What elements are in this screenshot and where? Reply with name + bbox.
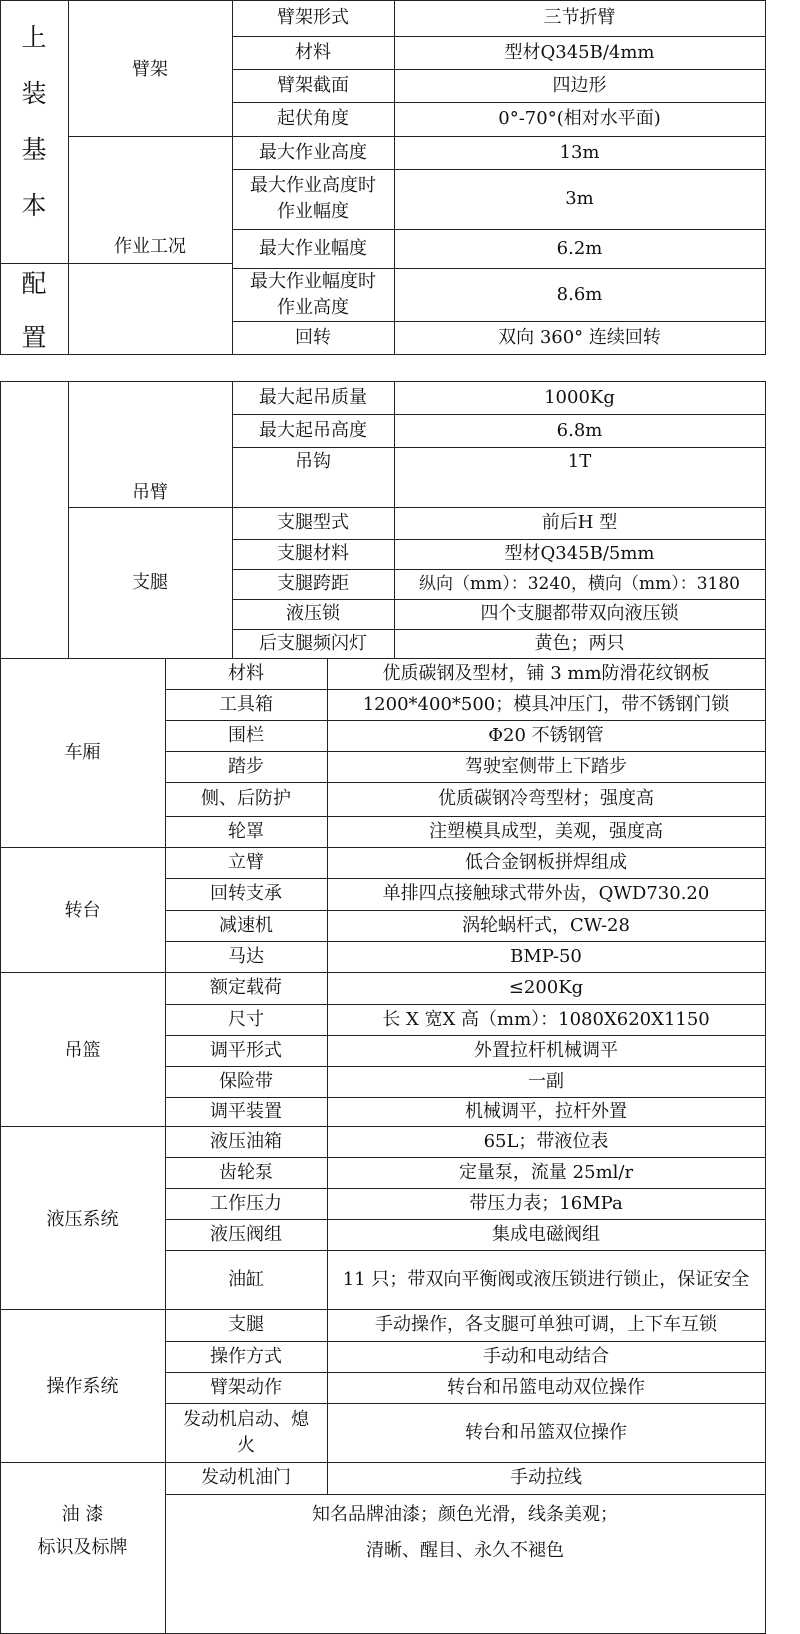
- row-value: 13m: [559, 141, 600, 163]
- row-value: 转台和吊篮双位操作: [465, 1421, 627, 1443]
- row-value: 11 只；带双向平衡阀或液压锁进行锁止，保证安全: [342, 1268, 750, 1290]
- paint-description-line2: 清晰、醒目、永久不褪色: [366, 1540, 564, 1561]
- group-outrigger: 支腿: [132, 572, 168, 593]
- paint-description-line1: 知名品牌油漆；颜色光滑，线条美观；: [312, 1504, 618, 1525]
- side-char: 置: [21, 323, 47, 352]
- group-operation: 操作系统: [46, 1376, 119, 1397]
- row-label: 尺寸: [228, 1008, 264, 1030]
- row-value: 优质碳钢及型材，铺 3 mm防滑花纹钢板: [382, 662, 710, 684]
- group-turntable: 转台: [64, 900, 101, 921]
- group-basket: 吊篮: [64, 1040, 101, 1061]
- row-value: 1000Kg: [544, 386, 615, 408]
- row-value: 一副: [528, 1070, 564, 1092]
- row-label: 工作压力: [210, 1192, 282, 1214]
- row-label: 调平形式: [210, 1039, 282, 1061]
- row-value: 1200*400*500；模具冲压门，带不锈钢门锁: [362, 693, 730, 715]
- group-arm: 臂架: [132, 59, 168, 80]
- row-value: 长 X 宽X 高（mm）：1080X620X1150: [382, 1008, 710, 1030]
- row-label: 工具箱: [219, 693, 273, 715]
- row-label: 最大作业高度时作业幅度: [250, 175, 376, 222]
- row-value: 外置拉杆机械调平: [474, 1039, 618, 1061]
- row-value: 涡轮蜗杆式，CW-28: [462, 914, 630, 936]
- row-value: 手动拉线: [510, 1467, 582, 1488]
- row-value: 65L；带液位表: [483, 1130, 609, 1152]
- group-paint-line2: 标识及标牌: [37, 1537, 128, 1558]
- row-label: 臂架动作: [210, 1376, 282, 1398]
- row-value: 带压力表；16MPa: [469, 1192, 623, 1214]
- row-label: 调平装置: [210, 1100, 282, 1122]
- row-value: 纵向（mm）：3240，横向（mm）：3180: [418, 574, 740, 594]
- row-label: 支腿: [228, 1314, 264, 1335]
- row-value: 集成电磁阀组: [492, 1223, 600, 1245]
- row-label: 额定载荷: [210, 977, 282, 998]
- row-label: 踏步: [228, 755, 264, 777]
- row-label: 发动机油门: [201, 1467, 291, 1488]
- side-char: 装: [21, 79, 47, 108]
- row-value: 手动操作，各支腿可单独可调，上下车互锁: [375, 1314, 717, 1335]
- row-value: 驾驶室侧带上下踏步: [465, 755, 627, 777]
- row-label: 立臂: [228, 851, 264, 873]
- row-label: 材料: [228, 662, 264, 684]
- row-value: 3m: [565, 188, 594, 209]
- group-hydraulic: 液压系统: [46, 1209, 119, 1230]
- row-label: 最大起吊高度: [259, 419, 367, 441]
- row-value: 机械调平，拉杆外置: [465, 1100, 627, 1122]
- row-value: 手动和电动结合: [483, 1345, 609, 1367]
- row-label: 液压锁: [286, 603, 340, 624]
- row-label: 侧、后防护: [201, 788, 291, 809]
- group-body: 车厢: [64, 742, 101, 763]
- row-label: 减速机: [219, 914, 273, 936]
- row-label: 液压油箱: [210, 1130, 282, 1152]
- row-label: 材料: [295, 41, 331, 63]
- row-value: ≤200Kg: [508, 977, 584, 998]
- group-paint-line1: 油 漆: [61, 1504, 104, 1525]
- side-char: 上: [21, 23, 47, 52]
- row-label: 最大作业高度: [259, 141, 367, 163]
- side-char: 本: [21, 191, 47, 220]
- row-value: 优质碳钢冷弯型材；强度高: [438, 788, 654, 809]
- row-value: 前后H 型: [541, 512, 618, 533]
- row-value: 注塑模具成型，美观，强度高: [429, 820, 663, 842]
- row-label: 最大作业幅度时作业高度: [250, 270, 376, 318]
- row-label: 液压阀组: [210, 1223, 282, 1245]
- row-value: 定量泵，流量 25ml/r: [458, 1161, 634, 1183]
- row-value: 单排四点接触球式带外齿，QWD730.20: [382, 883, 710, 904]
- row-label: 最大起吊质量: [259, 386, 367, 408]
- row-value: 黄色；两只: [534, 632, 625, 654]
- row-label: 起伏角度: [277, 108, 349, 129]
- row-label: 回转支承: [210, 883, 282, 904]
- row-label: 回转: [295, 326, 331, 348]
- side-char: 基: [21, 135, 47, 164]
- row-label: 支腿跨距: [277, 573, 349, 594]
- row-label: 围栏: [228, 724, 264, 746]
- row-label: 马达: [228, 945, 264, 967]
- row-value: 6.8m: [556, 419, 603, 441]
- row-value: 转台和吊篮电动双位操作: [447, 1376, 645, 1398]
- row-value: 双向 360° 连续回转: [498, 326, 661, 348]
- row-value: 1T: [567, 451, 592, 472]
- row-label: 油缸: [228, 1268, 264, 1290]
- row-value: 6.2m: [556, 237, 603, 259]
- row-value: 8.6m: [556, 283, 603, 305]
- row-label: 吊钩: [295, 451, 331, 472]
- group-work-condition: 作业工况: [114, 236, 186, 257]
- row-label: 最大作业幅度: [259, 237, 367, 259]
- row-label: 齿轮泵: [219, 1161, 273, 1183]
- side-char: 配: [21, 269, 47, 298]
- row-value: Φ20 不锈钢管: [488, 724, 604, 746]
- row-label: 支腿型式: [277, 512, 349, 533]
- row-label: 操作方式: [210, 1345, 282, 1367]
- row-value: 0°-70°(相对水平面): [498, 108, 661, 129]
- row-label: 臂架截面: [277, 74, 349, 96]
- row-label: 轮罩: [228, 820, 264, 842]
- row-value: 型材Q345B/4mm: [504, 41, 655, 63]
- row-label: 后支腿频闪灯: [259, 632, 367, 654]
- row-value: 型材Q345B/5mm: [504, 543, 655, 564]
- row-value: 四边形: [552, 74, 607, 96]
- row-value: 三节折臂: [543, 7, 616, 28]
- row-label: 发动机启动、熄火: [183, 1408, 309, 1456]
- row-value: 四个支腿都带双向液压锁: [480, 603, 679, 624]
- row-label: 保险带: [219, 1070, 273, 1092]
- group-boom: 吊臂: [132, 482, 168, 503]
- row-label: 支腿材料: [277, 543, 349, 564]
- row-value: BMP-50: [510, 945, 582, 967]
- row-label: 臂架形式: [277, 7, 349, 28]
- row-value: 低合金钢板拼焊组成: [465, 851, 627, 873]
